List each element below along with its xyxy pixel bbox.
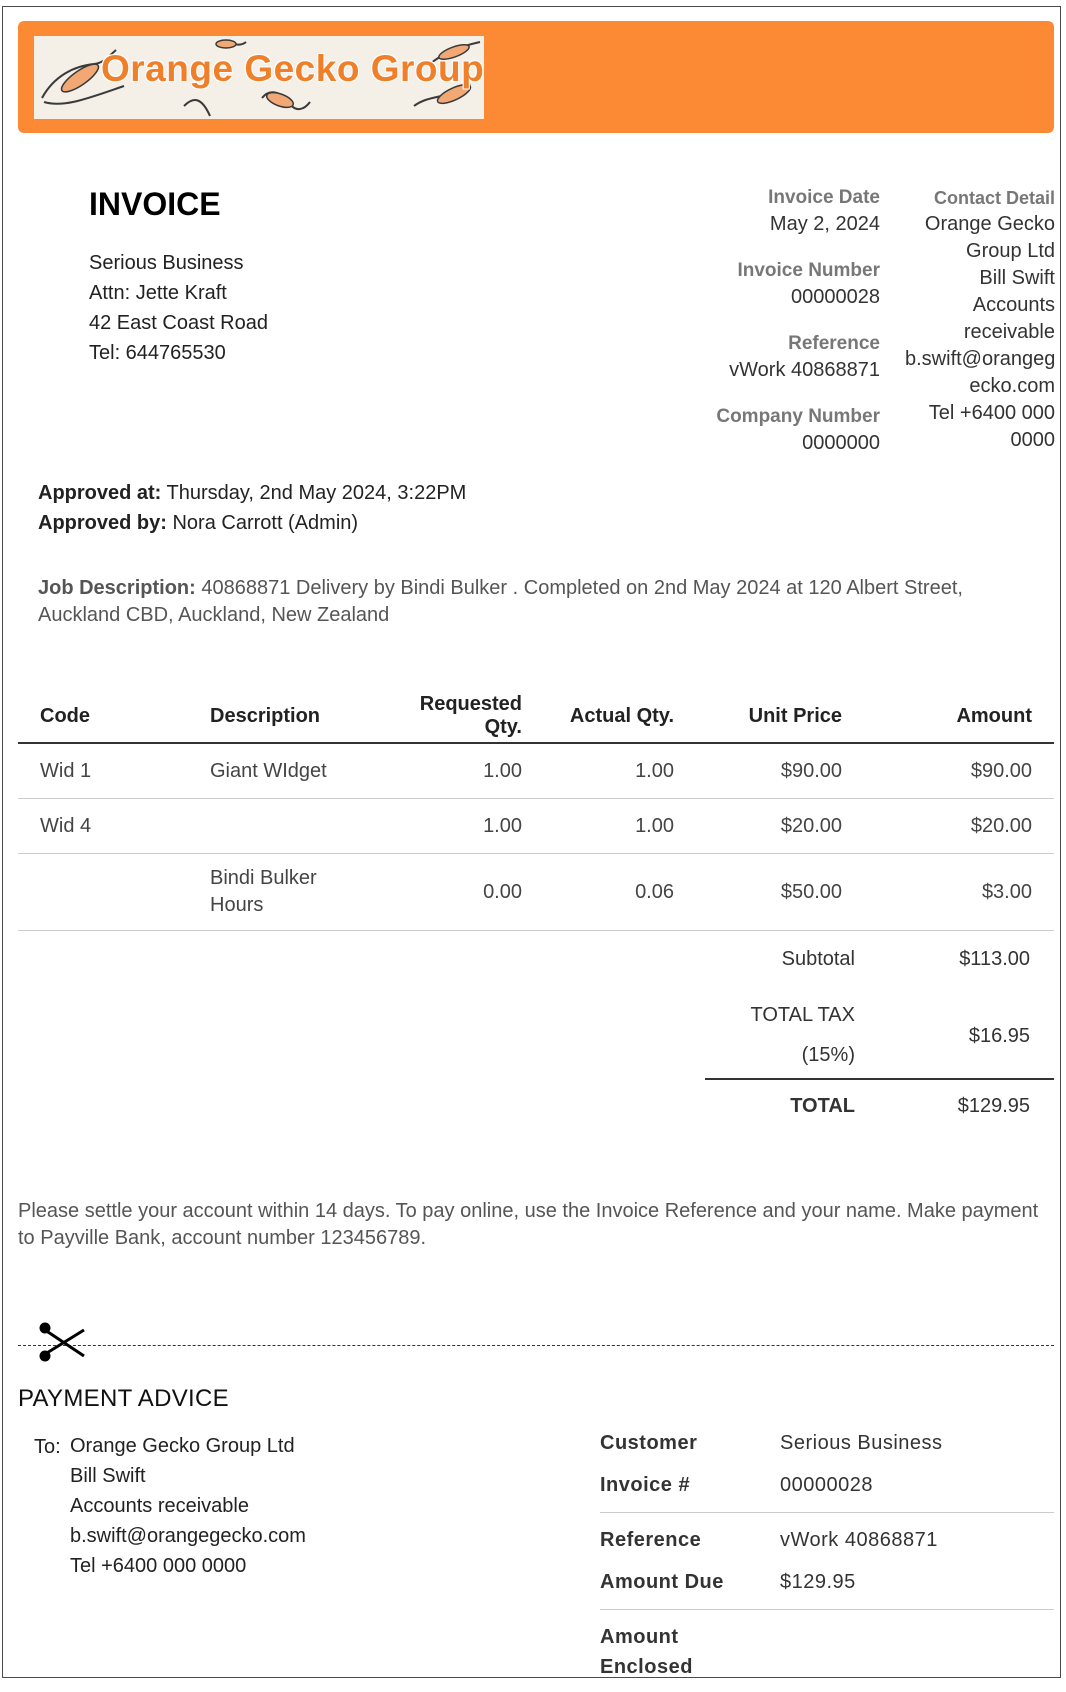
total-tax-value: $16.95 [968, 1025, 1030, 1047]
col-header-requested-qty: Requested Qty. [419, 693, 522, 738]
cell-unit-price: $50.00 [780, 880, 842, 903]
customer-row [600, 1422, 1054, 1464]
invoice-number-value: 00000028 [791, 286, 880, 308]
subtotal-label: Subtotal [781, 948, 855, 970]
customer-value: Serious Business [780, 1431, 943, 1454]
cell-description [188, 799, 358, 854]
cell-requested-qty: 1.00 [483, 814, 522, 837]
subtotal-value: $113.00 [959, 948, 1030, 970]
cell-code [18, 854, 188, 931]
payee-address [70, 1431, 306, 1581]
invoice-number-row [600, 1464, 1054, 1506]
job-description-text: 40868871 Delivery by Bindi Bulker . Completed on 2nd May 2024 at 120 Albert Street, Auckland CBD, Auckland, New Zealand [38, 577, 963, 626]
table-row [18, 799, 1054, 854]
company-logo [34, 36, 484, 119]
contact-line: Group Ltd [966, 240, 1055, 262]
reference-label: Reference [600, 1528, 702, 1551]
invoice-title: INVOICE [89, 186, 221, 222]
col-header-unit-price: Unit Price [748, 704, 842, 727]
approval-info [38, 478, 466, 538]
invoice-number-value: 00000028 [780, 1473, 873, 1496]
amount-enclosed-label: Amount Enclosed [600, 1626, 693, 1678]
contact-line: Tel +6400 000 [928, 402, 1055, 424]
payment-advice-details [600, 1422, 1054, 1692]
amount-due-value: $129.95 [780, 1570, 856, 1593]
reference-label: Reference [788, 333, 880, 354]
table-row [18, 854, 1054, 931]
reference-row [600, 1519, 1054, 1561]
company-number-label: Company Number [716, 406, 880, 427]
approved-by-label: Approved by: [38, 512, 167, 534]
contact-line: receivable [963, 321, 1055, 343]
approved-by-value: Nora Carrott (Admin) [172, 512, 359, 534]
contact-detail-label: Contact Detail [933, 188, 1055, 208]
cell-actual-qty: 1.00 [635, 759, 674, 782]
payment-advice-title: PAYMENT ADVICE [18, 1385, 229, 1412]
total-tax-label: TOTAL TAX [750, 1004, 855, 1026]
table-header-row [18, 690, 1054, 743]
cell-amount: $3.00 [981, 880, 1032, 903]
job-description [38, 575, 1038, 629]
cell-description-text: Bindi Bulker Hours [210, 867, 317, 916]
total-value: $129.95 [957, 1095, 1030, 1117]
approved-at-value: Thursday, 2nd May 2024, 3:22PM [166, 482, 467, 504]
amount-due-label: Amount Due [600, 1570, 724, 1593]
cell-amount: $20.00 [970, 814, 1032, 837]
payee-line: Accounts receivable [70, 1495, 249, 1517]
to-label: To: [34, 1436, 61, 1458]
cell-description [188, 854, 358, 931]
cell-amount: $90.00 [970, 759, 1032, 782]
cell-unit-price: $20.00 [780, 814, 842, 837]
customer-label: Customer [600, 1431, 698, 1454]
recipient-address [89, 248, 268, 368]
job-description-label: Job Description: [38, 577, 196, 599]
table-row [18, 743, 1054, 799]
approved-at-label: Approved at: [38, 482, 162, 504]
cell-actual-qty: 1.00 [635, 814, 674, 837]
amount-due-row [600, 1561, 1054, 1603]
reference-value: vWork 40868871 [729, 359, 880, 381]
invoice-number-label: Invoice # [600, 1473, 691, 1496]
payment-terms: Please settle your account within 14 days. To pay online, use the Invoice Reference and your name. Make payment to Payville Bank, account number 123456789. [18, 1200, 1039, 1249]
payee-line: Tel +6400 000 0000 [70, 1555, 247, 1577]
contact-line: Orange Gecko [924, 213, 1055, 235]
reference-value: vWork 40868871 [780, 1528, 938, 1551]
contact-detail [905, 185, 1055, 454]
contact-line: Bill Swift [979, 267, 1055, 289]
divider [600, 1609, 1054, 1610]
tax-rate-label: (15%) [801, 1044, 855, 1066]
totals-divider [705, 1078, 1054, 1080]
cell-actual-qty: 0.06 [635, 880, 674, 903]
col-header-code: Code [40, 704, 90, 727]
invoice-meta [660, 185, 880, 477]
cell-requested-qty: 0.00 [483, 880, 522, 903]
cell-unit-price: $90.00 [780, 759, 842, 782]
contact-line: 0000 [1010, 429, 1055, 451]
logo-text: Orange Gecko Group [101, 48, 484, 89]
payee-line: Bill Swift [70, 1465, 146, 1487]
col-header-actual-qty: Actual Qty. [569, 704, 674, 727]
contact-line: Accounts [972, 294, 1055, 316]
amount-enclosed-row [600, 1616, 1054, 1692]
col-header-amount: Amount [956, 704, 1032, 727]
cell-requested-qty: 1.00 [483, 759, 522, 782]
scissors-icon [38, 1322, 88, 1362]
total-label: TOTAL [790, 1095, 855, 1117]
invoice-date-value: May 2, 2024 [769, 213, 880, 235]
cell-description: Giant WIdget [210, 759, 327, 782]
divider [600, 1512, 1054, 1513]
recipient-name: Serious Business [89, 252, 244, 274]
cut-line [18, 1345, 1054, 1346]
cell-code: Wid 4 [40, 814, 92, 837]
line-items-table [18, 690, 1054, 931]
recipient-street: 42 East Coast Road [89, 312, 268, 334]
payee-line: b.swift@orangegecko.com [70, 1525, 306, 1547]
payee-line: Orange Gecko Group Ltd [70, 1435, 295, 1457]
company-number-value: 0000000 [802, 432, 880, 454]
cell-code: Wid 1 [40, 759, 92, 782]
invoice-number-label: Invoice Number [737, 260, 880, 281]
col-header-description: Description [210, 704, 321, 727]
contact-line: ecko.com [969, 375, 1055, 397]
recipient-phone: Tel: 644765530 [89, 342, 226, 364]
contact-line: b.swift@orangeg [905, 348, 1056, 370]
recipient-attn: Attn: Jette Kraft [89, 282, 227, 304]
invoice-date-label: Invoice Date [768, 187, 880, 208]
